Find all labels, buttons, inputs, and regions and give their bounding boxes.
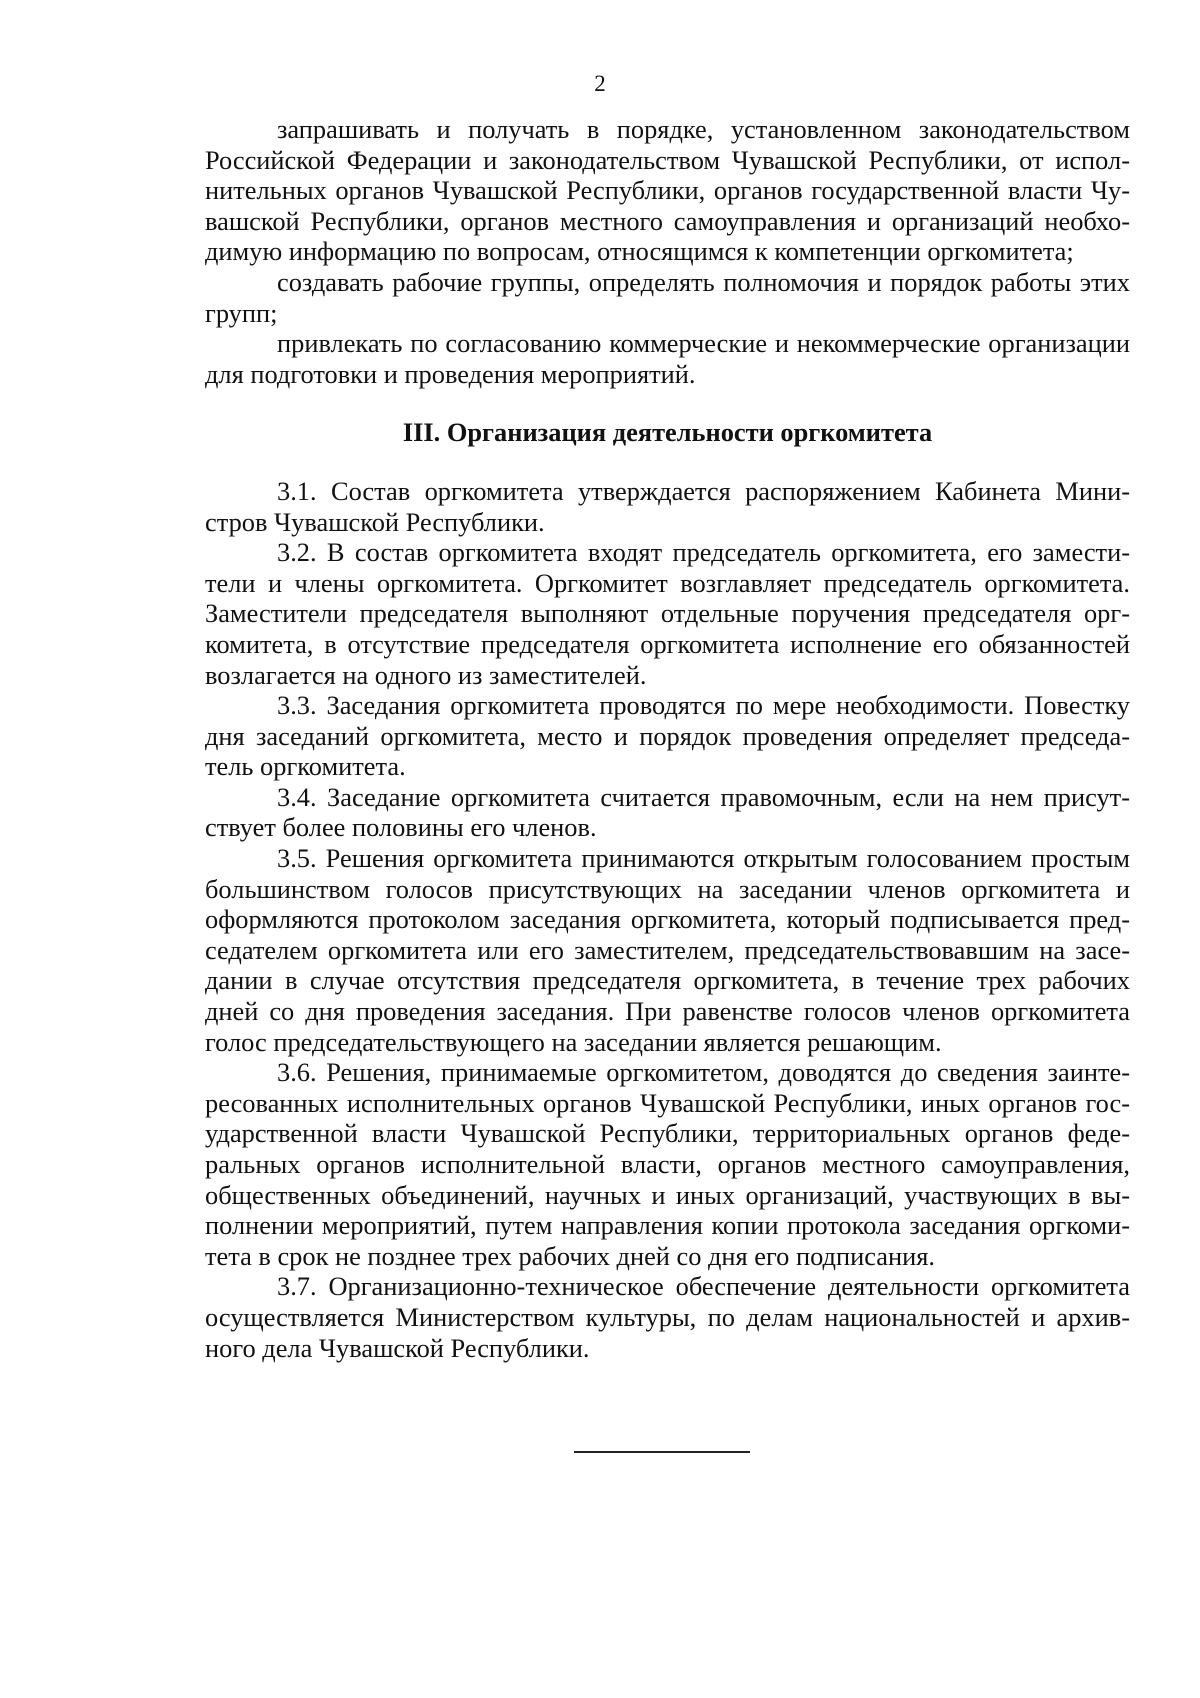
end-of-document-rule [574, 1451, 750, 1453]
paragraph-involve-organizations: привлекать по согласованию коммерческие и некоммерческие организации для подготовки и проведения мероприятий. [205, 328, 1130, 389]
section-heading: III. Организация деятельности оргкомитета [402, 417, 933, 448]
clause-3-4: 3.4. Заседание оргкомитета считается правомочным, если на нем присутствует более половины его членов. [205, 781, 1130, 843]
paragraph-request-information: запрашивать и получать в порядке, установленном законодательством Российской Федерации и законодательством Чувашской Республики, от исполнительных органов Чувашской Республики, органов государственной власти Чувашской Республики, органов местного самоуправления и организаций необходимую информацию по вопросам, относящимся к компетенции оргкомитета; [205, 114, 1130, 267]
page-number: 2 [594, 71, 606, 96]
clause-3-7: 3.7. Организационно-техническое обеспечение деятельности оргкомитета осуществляется Министерством культуры, по делам национальностей и архивного дела Чувашской Республики. [205, 1271, 1130, 1363]
clause-3-6: 3.6. Решения, принимаемые оргкомитетом, доводятся до сведения заинтересованных исполнительных органов Чувашской Республики, иных органов государственной власти Чувашской Республики, территориальных органов федеральных органов исполнительной власти, органов местного самоуправления, общественных объединений, научных и иных организаций, участвующих в выполнении мероприятий, путем направления копии протокола заседания оргкомитета в срок не позднее трех рабочих дней со дня его подписания. [205, 1057, 1130, 1271]
clause-3-5: 3.5. Решения оргкомитета принимаются открытым голосованием простым большинством голосов присутствующих на заседании членов оргкомитета и оформляются протоколом заседания оргкомитета, который подписывается председателем оргкомитета или его заместителем, председательствовавшим на заседании в случае отсутствия председателя оргкомитета, в течение трех рабочих дней со дня проведения заседания. При равенстве голосов членов оргкомитета голос председательствующего на заседании является решающим. [205, 843, 1130, 1057]
clause-3-3: 3.3. Заседания оргкомитета проводятся по мере необходимости. Повестку дня заседаний оргкомитета, место и порядок проведения определяет председатель оргкомитета. [205, 690, 1130, 782]
clause-3-2: 3.2. В состав оргкомитета входят председатель оргкомитета, его заместители и члены оргкомитета. Оргкомитет возглавляет председатель оргкомитета. Заместители председателя выполняют отдельные поручения председателя оргкомитета, в отсутствие председателя оргкомитета исполнение его обязанностей возлагается на одного из заместителей. [205, 537, 1130, 690]
paragraph-working-groups: создавать рабочие группы, определять полномочия и порядок работы этих групп; [205, 266, 1130, 328]
document-body [205, 114, 1130, 1363]
clause-3-1: 3.1. Состав оргкомитета утверждается распоряжением Кабинета Министров Чувашской Республики. [205, 475, 1130, 537]
